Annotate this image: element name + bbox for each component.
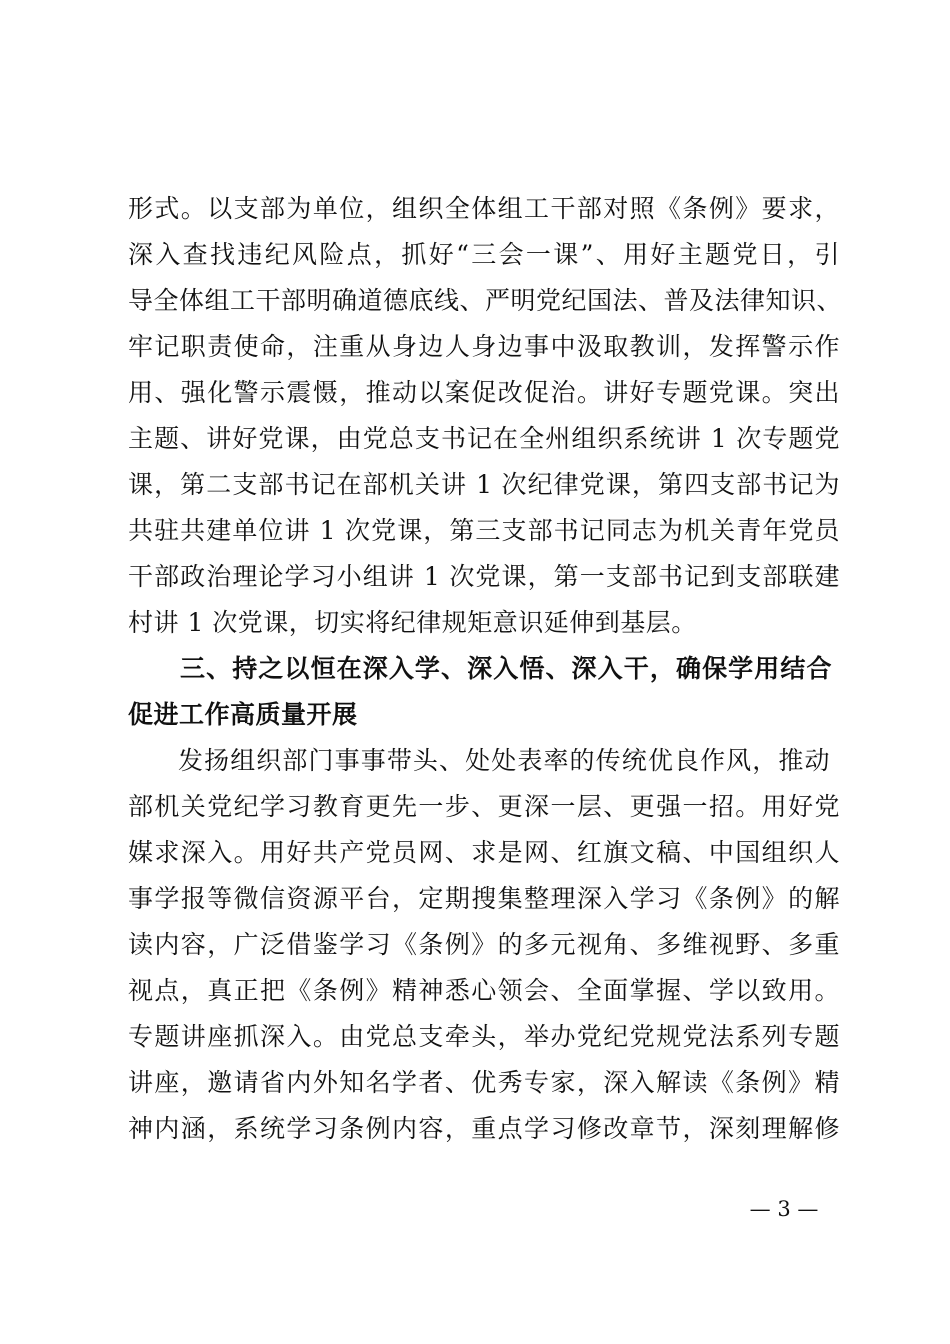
text-line: 发扬组织部门事事带头、处处表率的传统优良作风，推动 xyxy=(178,746,830,775)
text-line: 课，第二支部书记在部机关讲 1 次纪律党课，第四支部书记为 xyxy=(128,470,840,499)
page-number: — 3 — xyxy=(749,1197,819,1221)
text-line: 牢记职责使命，注重从身边人身边事中汲取教训，发挥警示作 xyxy=(128,332,840,361)
text-line: 专题讲座抓深入。由党总支牵头，举办党纪党规党法系列专题 xyxy=(128,1022,840,1051)
text-line: 干部政治理论学习小组讲 1 次党课，第一支部书记到支部联建 xyxy=(128,562,840,591)
text-line: 形式。以支部为单位，组织全体组工干部对照《条例》要求， xyxy=(128,194,840,223)
text-line: 导全体组工干部明确道德底线、严明党纪国法、普及法律知识、 xyxy=(128,286,843,315)
section-heading: 三、持之以恒在深入学、深入悟、深入干，确保学用结合 xyxy=(180,654,832,683)
text-line: 媒求深入。用好共产党员网、求是网、红旗文稿、中国组织人 xyxy=(128,838,840,867)
text-line: 村讲 1 次党课，切实将纪律规矩意识延伸到基层。 xyxy=(128,608,697,637)
text-line: 主题、讲好党课，由党总支书记在全州组织系统讲 1 次专题党 xyxy=(128,424,840,453)
text-line: 共驻共建单位讲 1 次党课，第三支部书记同志为机关青年党员 xyxy=(128,516,840,545)
text-line: 用、强化警示震慑，推动以案促改促治。讲好专题党课。突出 xyxy=(128,378,840,407)
text-line: 讲座，邀请省内外知名学者、优秀专家，深入解读《条例》精 xyxy=(128,1068,840,1097)
text-line: 神内涵，系统学习条例内容，重点学习修改章节，深刻理解修 xyxy=(128,1114,840,1143)
text-line: 视点，真正把《条例》精神悉心领会、全面掌握、学以致用。 xyxy=(128,976,840,1005)
text-line: 深入查找违纪风险点，抓好“三会一课”、用好主题党日，引 xyxy=(128,240,840,269)
text-line: 部机关党纪学习教育更先一步、更深一层、更强一招。用好党 xyxy=(128,792,840,821)
text-line: 事学报等微信资源平台，定期搜集整理深入学习《条例》的解 xyxy=(128,884,840,913)
text-line: 读内容，广泛借鉴学习《条例》的多元视角、多维视野、多重 xyxy=(128,930,840,959)
section-heading: 促进工作高质量开展 xyxy=(128,700,358,729)
